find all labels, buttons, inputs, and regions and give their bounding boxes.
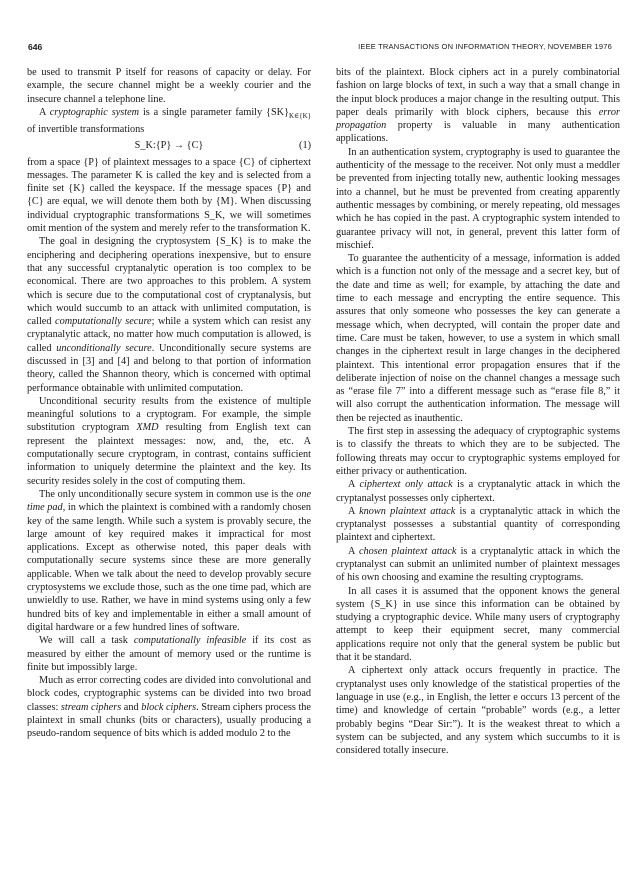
paragraph: be used to transmit P itself for reasons of capacity or delay. For example, the secure channel might be a weekly courier and the insecure channel a telephone line. [27,67,311,105]
journal-title: IEEE TRANSACTIONS ON INFORMATION THEORY, NOVEMBER 1976 [358,42,612,51]
paragraph: In all cases it is assumed that the opponent knows the general system {S_K} in use since this information can be obtained by studying a cryptographic device. While many users of cryptography attempt to keep their equipment secret, many commercial applications require not only that the general system be public but that it be standard. [336,585,620,664]
paragraph: To guarantee the authenticity of a message, information is added which is a function not only of the message and a secret key, but of the date and time as well; for example, by attaching the date and time to each message and encrypting the entire sequence. This assures that only someone who possesses the key can generate a message which, when decrypted, will contain the proper date and time. Care must be taken, however, to use a system in which small changes in the ciphertext result in large changes in the deciphered plaintext. This intentional error propagation ensures that if the deliberate injection of noise on the channel changes a message such as “erase file 7” into a different message such as “erase file 8,” it will also corrupt the authentication information. The message will then be rejected as inauthentic. [336,253,620,424]
paragraph: A ciphertext only attack is a cryptanalytic attack in which the cryptanalyst possesses only ciphertext. [336,479,621,504]
paragraph: The only unconditionally secure system in common use is the one time pad, in which the plaintext is combined with a randomly chosen key of the same length. While such a system is provably secure, the large amount of key required makes it impractical for most applications. Except as otherwise noted, this paper deals with computationally secure systems since these are more generally applicable. When we talk about the need to develop provably secure cryptosystems we exclude those, such as the one time pad, which are unwieldly to use. Rather, we have in mind systems using only a few hundred bits of key and implementable in either a small amount of digital hardware or a few hundred lines of software. [27,488,311,633]
equation-number: (1) [299,139,311,151]
equation-1 [27,138,311,154]
paragraph: In an authentication system, cryptography is used to guarantee the authenticity of the message to the receiver. Not only must a meddler be prevented from injecting totally new, authentic looking messages into a channel, but he must be prevented from creating apparently authentic messages by combining, or merely repeating, old messages which he has copied in the past. A cryptographic system intended to guarantee privacy will not, in general, prevent this latter form of mischief. [336,146,620,251]
paragraph: A known plaintext attack is a cryptanalytic attack in which the cryptanalyst possesses a substantial quantity of corresponding plaintext and ciphertext. [336,505,621,544]
right-column [336,66,620,757]
paragraph: The goal in designing the cryptosystem {S_K} is to make the enciphering and deciphering operations inexpensive, but to ensure that any successful cryptanalytic operation is too complex to be economical. There are two approaches to this problem. A system which is secure due to the computational cost of cryptanalysis, but which would succumb to an attack with unlimited computation, is called computationally secure; while a system which can resist any cryptanalytic attack, no matter how much computation is allowed, is called unconditionally secure. Unconditionally secure systems are discussed in [3] and [4] and belong to that portion of information theory, called the Shannon theory, which is concerned with optimal performance obtainable with unlimited computation. [27,236,311,394]
equation-body: S_K:{P} → {C} [134,139,204,151]
paragraph: The first step in assessing the adequacy of cryptographic systems is to classify the threats to which they are to be subjected. The following threats may occur to cryptographic systems employed for either privacy or authentication. [336,426,620,477]
paragraph: A cryptographic system is a single parameter family $\{SK\}_{K\in\{K\}}$ of invertible transformations [27,106,311,136]
left-column [27,66,311,741]
paragraph: from a space {P} of plaintext messages to a space {C} of ciphertext messages. The parameter K is called the key and is selected from a finite set {K} called the keyspace. If the message spaces {P} and {C} are equal, we will denote them both by {M}. When discussing individual cryptographic transformations S_K, we will sometimes omit mention of the system and merely refer to the transformation K. [27,156,311,235]
paragraph: Unconditional security results from the existence of multiple meaningful solutions to a cryptogram. For example, the simple substitution cryptogram XMD resulting from English text can represent the plaintext messages: now, and, the, etc. A computationally secure cryptogram, in contrast, contains sufficient information to uniquely determine the plaintext and the key. Its security resides solely in the cost of computing them. [27,395,311,487]
page-number: 646 [28,42,43,52]
paragraph: We will call a task computationally infeasible if its cost as measured by either the amount of memory used or the runtime is finite but impossibly large. [27,635,311,673]
paragraph: Much as error correcting codes are divided into convolutional and block codes, cryptographic systems can be divided into two broad classes: stream ciphers and block ciphers. Stream ciphers process the plaintext in small chunks (bits or characters), usually producing a pseudo-random sequence of bits which is added modulo 2 to the [27,675,311,740]
paragraph: A chosen plaintext attack is a cryptanalytic attack in which the cryptanalyst can submit an unlimited number of plaintext messages of his own choosing and examine the resulting cryptograms. [336,545,621,584]
running-header [28,42,612,56]
paragraph: A ciphertext only attack occurs frequently in practice. The cryptanalyst uses only knowledge of the statistical properties of the language in use (e.g., in English, the letter e occurs 13 percent of the time) and knowledge of certain “probable” words (e.g., a letter probably begins “Dear Sir:”). It is the weakest threat to which a system can be subjected, and any system which succumbs to it is considered totally insecure. [336,665,620,757]
paragraph: bits of the plaintext. Block ciphers act in a purely combinatorial fashion on large blocks of text, in such a way that a small change in the input block produces a major change in the resulting output. This paper deals primarily with block ciphers, because this error propagation property is valuable in many authentication applications. [336,67,620,145]
